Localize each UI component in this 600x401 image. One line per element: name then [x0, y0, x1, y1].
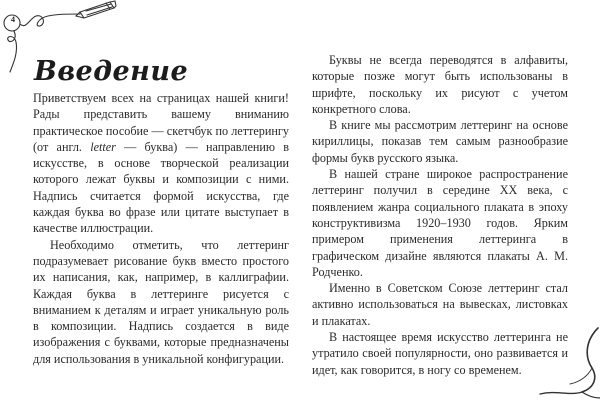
left-column: [33, 90, 289, 367]
paragraph: Необходимо отметить, что леттеринг подразумевает рисование букв вместо простого их написания, как, например, в каллиграфии. Каждая буква в леттеринге рисуется с вниманием к деталям и играет уникальную роль в композиции. Надпись создается в виде изображения с буквами, которые предназначены для использования в уникальной конфигурации.: [33, 237, 289, 366]
corner-flourish-icon: [530, 326, 600, 401]
page-number: 4: [11, 15, 15, 24]
paragraph: В нашей стране широкое распространение леттеринг получил в середине XX века, с появлением жанра социального плаката в эпоху конструктивизма 1920–1930 годов. Ярким примером применения леттеринга в графическом дизайне являются плакаты А. М. Родченко.: [312, 167, 568, 279]
paragraph: Приветствуем всех на страницах нашей книги! Рады представить вашему вниманию практическое пособие — скетчбук по леттерингу (от англ. letter — буква) — направлению в искусстве, в основе творческой реализации которого лежат буквы и композиции с ними. Надпись считается формой искусства, где каждая буква во фразе или цитате выступает в качестве иллюстрации.: [33, 91, 289, 236]
paragraph: Буквы не всегда переводятся в алфавиты, которые позже могут быть использованы в шрифте, поскольку их рисуют с учетом конкретного слова.: [312, 53, 568, 116]
paragraph: Именно в Советском Союзе леттеринг стал активно использоваться на вывесках, листовках и плакатах.: [312, 281, 568, 328]
paragraph: В книге мы рассмотрим леттеринг на основе кириллицы, показав тем самым разнообразие формы букв русского языка.: [312, 118, 568, 165]
paragraph: В настоящее время искусство леттеринга не утратило своей популярности, оно развивается и идет, как говорится, в ногу со временем.: [312, 330, 568, 377]
page-title: Введение: [34, 56, 189, 88]
